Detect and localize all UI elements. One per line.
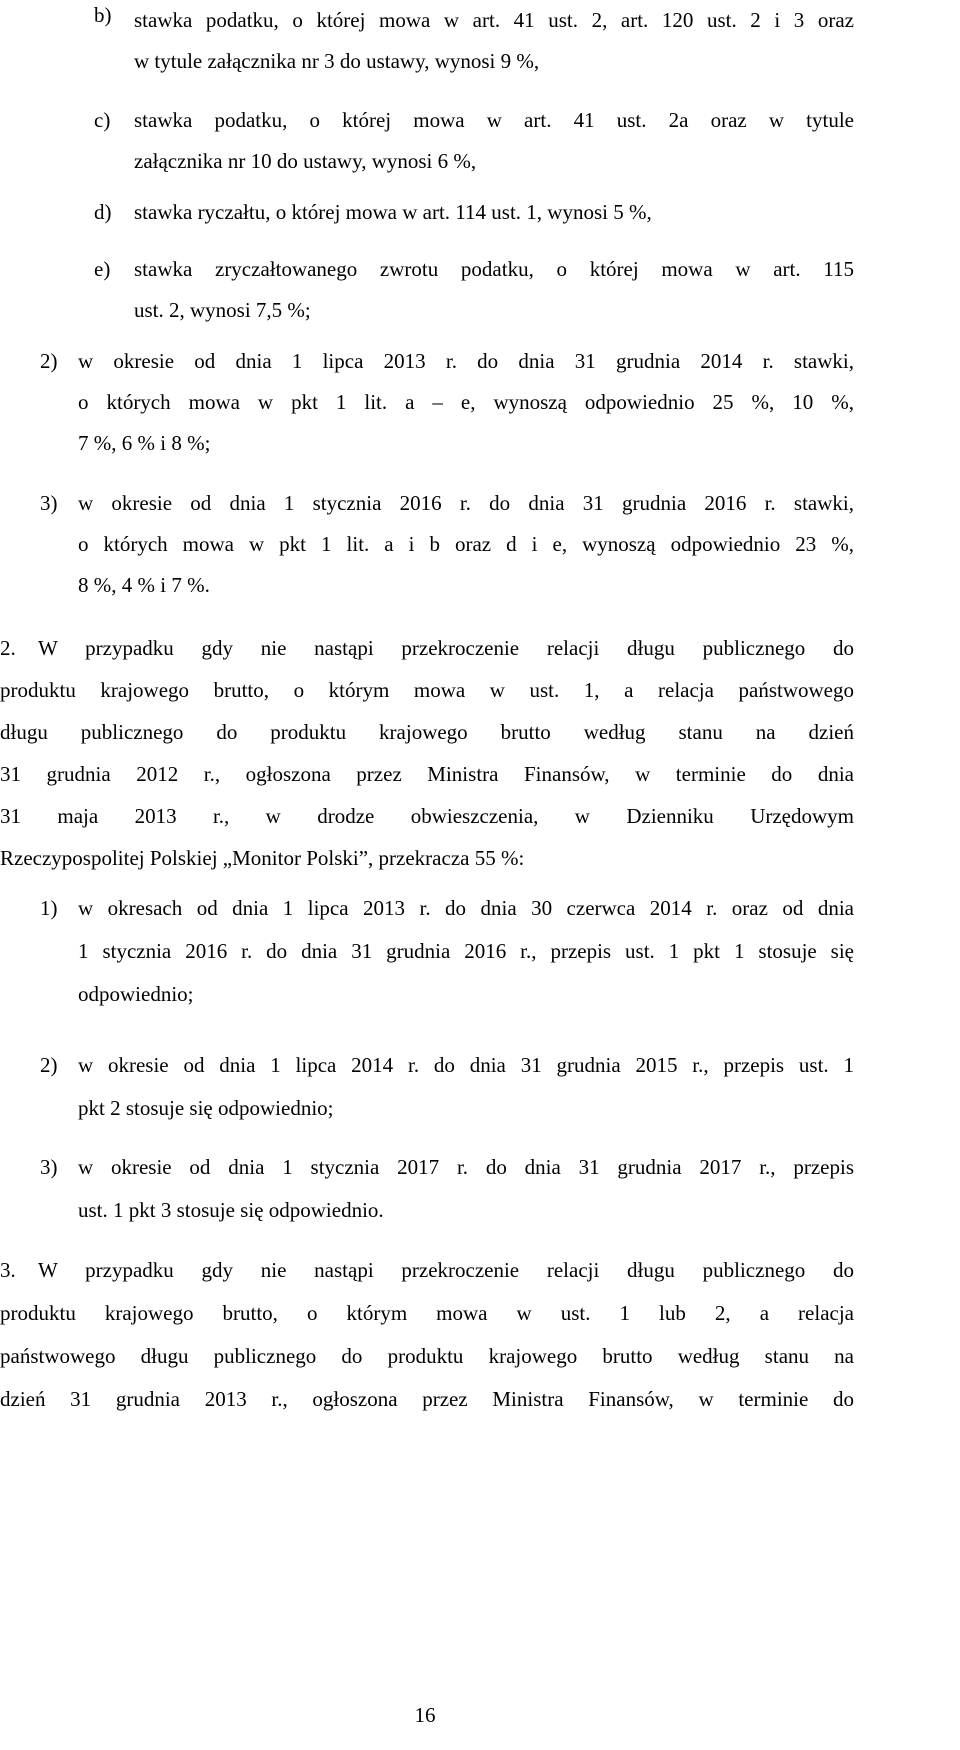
sub-item-label: e) (94, 257, 111, 281)
section-label: 2. (0, 636, 16, 660)
sub-item-line: stawka zryczałtowanego zwrotu podatku, o której mowa w art. 115 (134, 257, 854, 281)
point-line: pkt 2 stosuje się odpowiednio; (78, 1096, 334, 1120)
section-line: państwowego długu publicznego do produktu krajowego brutto według stanu na (0, 1344, 854, 1368)
section-line: W przypadku gdy nie nastąpi przekroczenie relacji długu publicznego do (38, 1258, 854, 1282)
sub-item-line: stawka ryczałtu, o której mowa w art. 114 ust. 1, wynosi 5 %, (134, 200, 652, 224)
point-line: ust. 1 pkt 3 stosuje się odpowiednio. (78, 1198, 384, 1222)
sub-item-line: stawka podatku, o której mowa w art. 41 ust. 2a oraz w tytule (134, 108, 854, 132)
point-label: 1) (40, 896, 58, 920)
point-line: 7 %, 6 % i 8 %; (78, 431, 211, 455)
page-number: 16 (414, 1703, 436, 1727)
point-2-3 (40, 1142, 854, 1225)
sub-item-label: c) (94, 108, 111, 132)
sub-item-b (94, 0, 854, 76)
point-label: 3) (40, 491, 58, 515)
section-line: produktu krajowego brutto, o którym mowa w ust. 1, a relacja państwowego (0, 678, 854, 702)
point-label: 2) (40, 1053, 58, 1077)
section-3 (0, 1246, 854, 1414)
point-label: 3) (40, 1155, 58, 1179)
point-line: o których mowa w pkt 1 lit. a – e, wynoszą odpowiednio 25 %, 10 %, (78, 390, 854, 414)
section-label: 3. (0, 1258, 16, 1282)
point-2-1 (40, 883, 854, 1009)
section-line: 31 grudnia 2012 r., ogłoszona przez Ministra Finansów, w terminie do dnia (0, 762, 854, 786)
point-line: 1 stycznia 2016 r. do dnia 31 grudnia 2016 r., przepis ust. 1 pkt 1 stosuje się (78, 939, 854, 963)
point-3 (40, 483, 854, 600)
point-2-2 (40, 1040, 854, 1123)
section-line: W przypadku gdy nie nastąpi przekroczenie relacji długu publicznego do (38, 636, 854, 660)
point-line: w okresie od dnia 1 stycznia 2016 r. do dnia 31 grudnia 2016 r. stawki, (78, 491, 854, 515)
sub-item-line: załącznika nr 10 do ustawy, wynosi 6 %, (134, 149, 477, 173)
section-line: produktu krajowego brutto, o którym mowa w ust. 1 lub 2, a relacja (0, 1301, 854, 1325)
point-line: w okresie od dnia 1 lipca 2013 r. do dnia 31 grudnia 2014 r. stawki, (78, 349, 854, 373)
point-line: 8 %, 4 % i 7 %. (78, 573, 210, 597)
section-line: długu publicznego do produktu krajowego brutto według stanu na dzień (0, 720, 854, 744)
sub-item-line: stawka podatku, o której mowa w art. 41 ust. 2, art. 120 ust. 2 i 3 oraz (134, 8, 854, 32)
sub-item-line: ust. 2, wynosi 7,5 %; (134, 298, 311, 322)
section-line: 31 maja 2013 r., w drodze obwieszczenia, w Dzienniku Urzędowym (0, 804, 854, 828)
sub-item-label: d) (94, 200, 112, 224)
sub-item-e (94, 249, 854, 325)
section-line: Rzeczypospolitej Polskiej „Monitor Polski”, przekracza 55 %: (0, 846, 525, 870)
point-line: w okresie od dnia 1 lipca 2014 r. do dnia 31 grudnia 2015 r., przepis ust. 1 (78, 1053, 854, 1077)
section-2 (0, 624, 854, 873)
point-line: o których mowa w pkt 1 lit. a i b oraz d i e, wynoszą odpowiednio 23 %, (78, 532, 854, 556)
point-line: w okresach od dnia 1 lipca 2013 r. do dnia 30 czerwca 2014 r. oraz od dnia (78, 896, 854, 920)
sub-item-label: b) (94, 3, 112, 27)
point-2 (40, 341, 854, 458)
point-label: 2) (40, 349, 58, 373)
point-line: w okresie od dnia 1 stycznia 2017 r. do dnia 31 grudnia 2017 r., przepis (78, 1155, 854, 1179)
sub-item-line: w tytule załącznika nr 3 do ustawy, wynosi 9 %, (134, 49, 540, 73)
section-line: dzień 31 grudnia 2013 r., ogłoszona przez Ministra Finansów, w terminie do (0, 1387, 854, 1411)
sub-item-c (94, 100, 854, 176)
sub-item-d (94, 192, 854, 227)
point-line: odpowiednio; (78, 982, 194, 1006)
